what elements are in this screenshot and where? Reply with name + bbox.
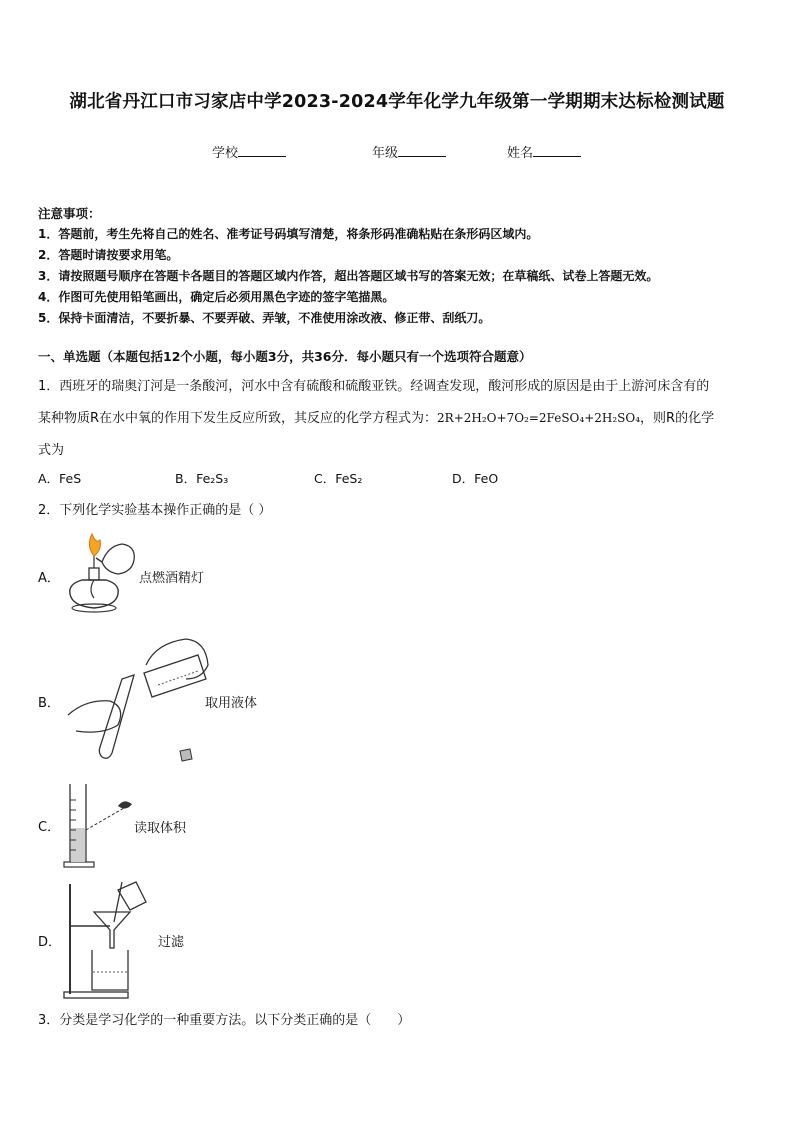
pouring-liquid-illustration: [66, 635, 216, 765]
flame-icon: [89, 534, 100, 556]
note-item-1: 1．答题前，考生先将自己的姓名、准考证号码填写清楚，将条形码准确粘贴在条形码区域内。: [38, 227, 539, 241]
note-item-5: 5．保持卡面清洁，不要折暴、不要弄破、弄皱，不准使用涂改液、修正带、刮纸刀。: [38, 311, 491, 325]
q1-line-2-prefix: 某种物质R在水中氧的作用下发生反应所致，其反应的化学方程式为：: [38, 411, 438, 426]
q2-option-c-caption: 读取体积: [134, 821, 187, 836]
q2-option-d-letter: D．: [38, 935, 62, 950]
reagent-bottle: [144, 655, 206, 697]
note-item-3: 3．请按照题号顺序在答题卡各题目的答题区域内作答，超出答题区域书写的答案无效；在草稿纸、试卷上答题无效。: [38, 269, 659, 283]
bottle-stopper: [180, 749, 192, 761]
name-blank: [533, 145, 581, 157]
cylinder-liquid: [71, 828, 85, 862]
q2-option-b-caption: 取用液体: [205, 696, 258, 711]
notes-heading: 注意事项：: [38, 206, 101, 221]
q2-option-b-letter: B．: [38, 696, 60, 711]
q1-line-1: 1．西班牙的瑞奥汀河是一条酸河，河水中含有硫酸和硫酸亚铁。经调查发现，酸河形成的原因是由于上游河床含有的: [38, 379, 710, 394]
q1-equation: 2R+2H₂O+7O₂=2FeSO₄+2H₂SO₄: [437, 411, 641, 425]
filtration-illustration: [62, 880, 162, 1002]
funnel: [94, 912, 130, 948]
grade-blank: [398, 145, 446, 157]
stand-base: [64, 992, 128, 998]
q1-option-c: C．FeS₂: [314, 471, 363, 486]
q2-option-a-caption: 点燃酒精灯: [139, 571, 205, 586]
beaker-pouring: [118, 882, 146, 910]
glass-rod: [114, 882, 122, 922]
grade-label: 年级: [372, 146, 399, 161]
second-lamp: [102, 544, 134, 574]
q2-stem: 2．下列化学实验基本操作正确的是（ ）: [38, 503, 272, 518]
name-label: 姓名: [507, 146, 534, 161]
q1-option-d: D．FeO: [452, 471, 499, 486]
school-field: [212, 142, 286, 161]
eye-icon: [118, 801, 132, 808]
cylinder-base: [64, 862, 94, 867]
alcohol-lamp-illustration: [62, 532, 142, 617]
note-item-4: 4．作图可先使用铅笔画出，确定后必须用黑色字迹的签字笔描黑。: [38, 290, 395, 304]
name-field: [507, 142, 581, 161]
q1-line-2-suffix: ，则R的化学: [640, 411, 715, 426]
q2-option-d-caption: 过滤: [158, 935, 185, 950]
lamp-neck: [89, 568, 99, 580]
second-lamp-wick: [96, 558, 102, 562]
school-label: 学校: [212, 146, 239, 161]
receiving-beaker: [92, 950, 128, 990]
q3-stem: 3．分类是学习化学的一种重要方法。以下分类正确的是（ ）: [38, 1013, 411, 1028]
page-title: 湖北省丹江口市习家店中学2023-2024学年化学九年级第一学期期末达标检测试题: [69, 92, 725, 112]
q1-option-a: A．FeS: [38, 471, 82, 486]
section-heading: 一、单选题（本题包括12个小题，每小题3分，共36分．每小题只有一个选项符合题意）: [38, 349, 532, 364]
grade-field: [372, 142, 446, 161]
note-item-2: 2．答题时请按要求用笔。: [38, 248, 179, 262]
q1-line-3: 式为: [38, 443, 65, 458]
lamp-wick: [91, 556, 94, 598]
graduated-cylinder-illustration: [62, 780, 142, 870]
sight-line: [86, 808, 124, 830]
q2-option-c-letter: C．: [38, 820, 61, 835]
q1-line-2: [38, 407, 714, 426]
q1-option-b: B．Fe₂S₃: [175, 471, 229, 486]
q2-option-a-letter: A．: [38, 571, 60, 586]
school-blank: [238, 145, 286, 157]
test-tube: [99, 675, 134, 758]
